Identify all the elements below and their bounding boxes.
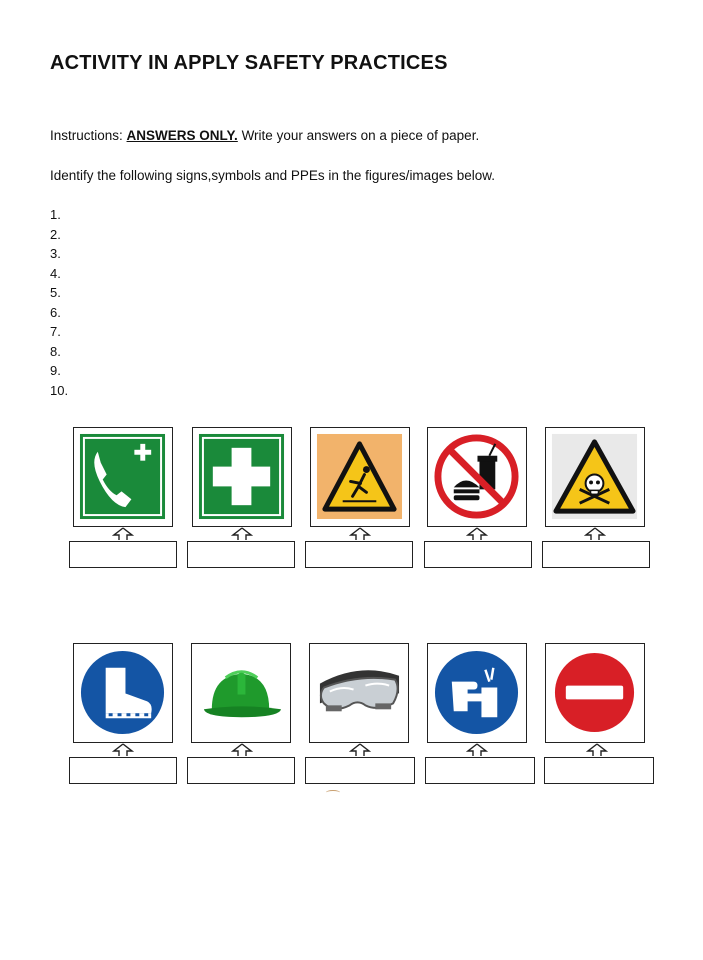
up-arrow-icon (112, 527, 134, 541)
answer-box-4[interactable] (424, 541, 532, 568)
answer-box-5[interactable] (542, 541, 650, 568)
no-entry-icon (550, 648, 639, 737)
slippery-floor-warning-icon (315, 432, 404, 521)
answer-box-3[interactable] (305, 541, 413, 568)
first-aid-cross-icon (197, 432, 286, 521)
answer-box-6[interactable] (69, 757, 177, 784)
up-arrow-icon (231, 743, 253, 757)
answer-box-9[interactable] (425, 757, 535, 784)
sign-tile-6 (73, 643, 173, 743)
answer-box-10[interactable] (544, 757, 654, 784)
answer-number: 2. (50, 226, 61, 242)
identify-instruction: Identify the following signs,symbols and PPEs in the figures/images below. (50, 168, 495, 183)
answer-box-2[interactable] (187, 541, 295, 568)
worksheet-title: ACTIVITY IN APPLY SAFETY PRACTICES (50, 52, 448, 74)
up-arrow-icon (112, 743, 134, 757)
instructions-prefix: Instructions: (50, 128, 127, 143)
no-food-or-drink-icon (432, 432, 521, 521)
sign-tile-1 (73, 427, 173, 527)
wash-hands-icon (432, 648, 521, 737)
up-arrow-icon (349, 527, 371, 541)
up-arrow-icon (586, 743, 608, 757)
safety-goggles-icon (314, 648, 403, 737)
sign-tile-8 (309, 643, 409, 743)
instructions-suffix: Write your answers on a piece of paper. (237, 128, 480, 143)
answers-only-emphasis: ANSWERS ONLY. (126, 128, 238, 143)
answer-number: 5. (50, 285, 61, 300)
sign-tile-2 (192, 427, 292, 527)
up-arrow-icon (466, 743, 488, 757)
sign-tile-9 (427, 643, 527, 743)
instructions-line (50, 128, 479, 143)
sign-tile-5 (545, 427, 645, 527)
answer-number: 10. (50, 382, 69, 398)
sign-tile-3 (310, 427, 410, 527)
toxic-hazard-icon (550, 432, 639, 521)
answer-box-1[interactable] (69, 541, 177, 568)
sign-tile-7 (191, 643, 291, 743)
answer-number: 3. (50, 246, 61, 261)
answer-number: 4. (50, 265, 61, 281)
answer-number: 9. (50, 363, 61, 378)
up-arrow-icon (584, 527, 606, 541)
answer-box-8[interactable] (305, 757, 415, 784)
up-arrow-icon (349, 743, 371, 757)
safety-boots-icon (78, 648, 167, 737)
answer-number-list (50, 205, 68, 400)
answer-number: 6. (50, 304, 61, 320)
scan-mark (326, 790, 340, 795)
sign-tile-10 (545, 643, 645, 743)
sign-tile-4 (427, 427, 527, 527)
up-arrow-icon (231, 527, 253, 541)
answer-number: 7. (50, 324, 61, 339)
hard-hat-icon (196, 648, 285, 737)
answer-box-7[interactable] (187, 757, 295, 784)
up-arrow-icon (466, 527, 488, 541)
answer-number: 1. (50, 207, 61, 222)
answer-number: 8. (50, 343, 61, 359)
emergency-telephone-icon (78, 432, 167, 521)
